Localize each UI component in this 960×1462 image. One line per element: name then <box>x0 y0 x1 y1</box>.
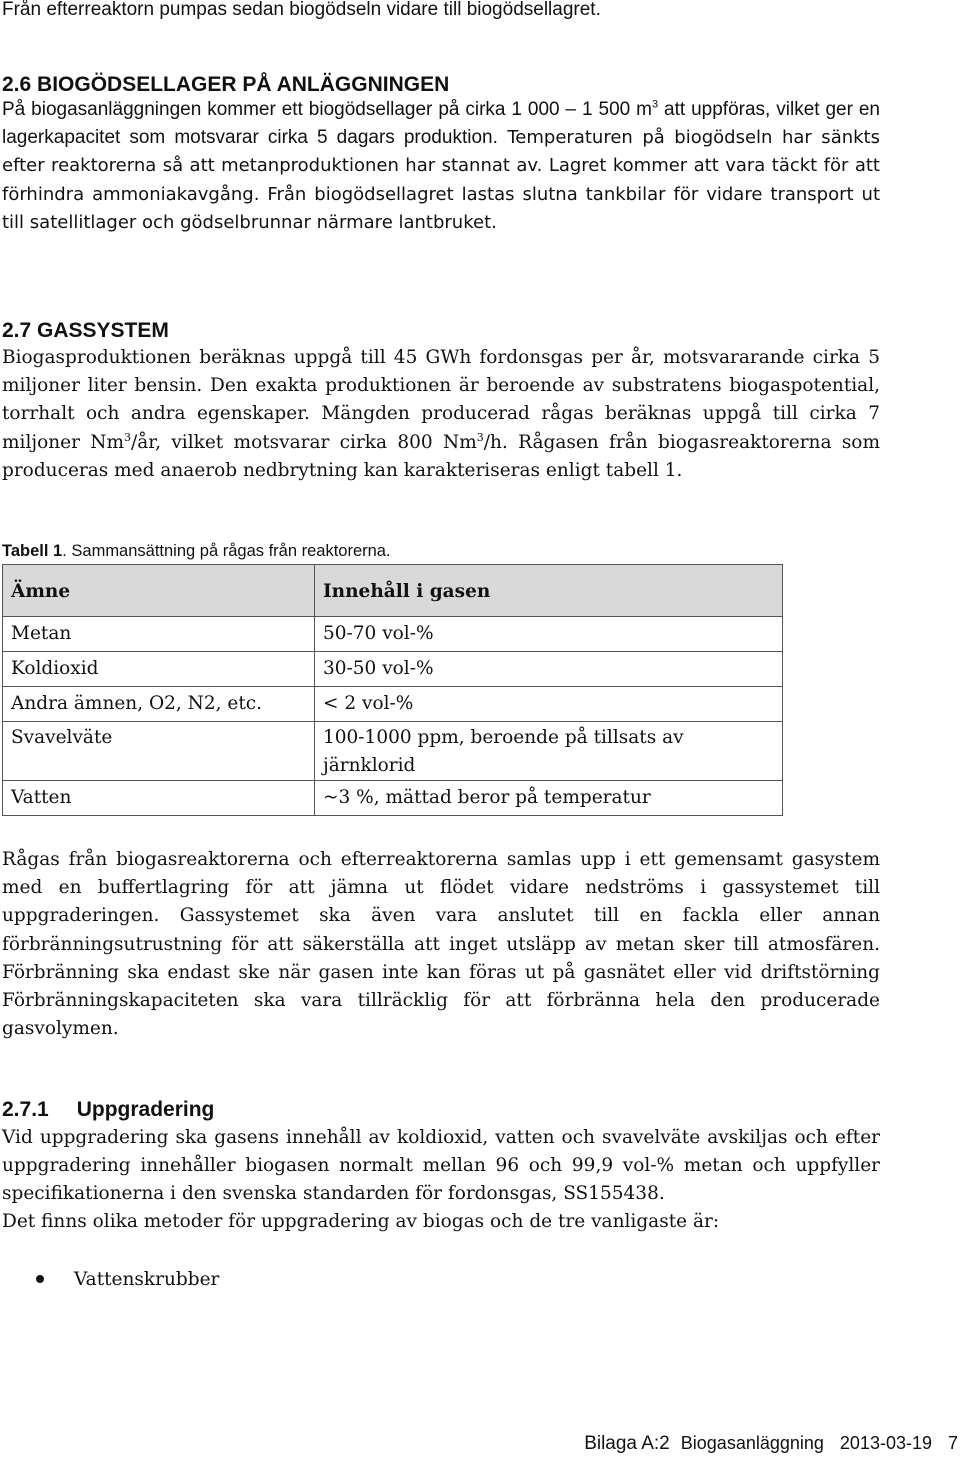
list-item-text: Vattenskrubber <box>74 1269 220 1290</box>
s27-text-b: /år, vilket motsvarar cirka 800 Nm <box>131 431 477 453</box>
page-footer <box>584 1433 958 1455</box>
heading-2-7: 2.7 GASSYSTEM <box>2 319 169 342</box>
section-2-6-paragraph <box>2 96 880 237</box>
table-row <box>3 617 783 652</box>
footer-date: 2013-03-19 <box>839 1433 932 1453</box>
table-cell: Metan <box>3 617 315 652</box>
table-cell: 100-1000 ppm, beroende på tillsats av järnklorid <box>315 722 783 781</box>
heading-2-7-1-number: 2.7.1 <box>2 1098 49 1121</box>
footer-page-number: 7 <box>947 1433 958 1453</box>
table-header-row <box>3 565 783 617</box>
section-2-7-1-paragraph-1: Vid uppgradering ska gasens innehåll av koldioxid, vatten och svavelväte avskiljas och efter uppgradering innehåller biogasen normalt mellan 96 och 99,9 vol-% metan och uppfyller specifikationerna i den svenska standarden för fordonsgas, SS155438. <box>2 1127 880 1205</box>
table-header-cell: Innehåll i gasen <box>315 565 783 617</box>
table-cell: Koldioxid <box>3 652 315 687</box>
table-caption <box>2 540 391 562</box>
table-cell: < 2 vol-% <box>315 687 783 722</box>
heading-2-7-1-title: Uppgradering <box>76 1098 215 1121</box>
section-2-7-1-paragraph-2: Det finns olika metoder för uppgradering av biogas och de tre vanligaste är: <box>2 1211 720 1232</box>
table-cell: 30-50 vol-% <box>315 652 783 687</box>
table-header-cell: Ämne <box>3 565 315 617</box>
s27-sup-1: 3 <box>124 430 132 444</box>
heading-2-7-1 <box>2 1097 214 1123</box>
table-cell: Svavelväte <box>3 722 315 781</box>
table-cell: 50-70 vol-% <box>315 617 783 652</box>
s27-text-c: /h. Rågasen från biogasreaktorerna som produceras med anaerob nedbrytning kan karakteriseras enligt tabell 1. <box>2 431 880 481</box>
table-caption-text: . Sammansättning på rågas från reaktorerna. <box>62 542 391 560</box>
s26-text-b: att uppföras, vilket ger en lagerkapacitet som motsvarar cirka 5 dagars produktion. <box>2 99 880 149</box>
heading-2-6: 2.6 BIOGÖDSELLAGER PÅ ANLÄGGNINGEN <box>2 73 450 96</box>
s27-sup-2: 3 <box>476 430 484 444</box>
table-cell: Vatten <box>3 781 315 816</box>
bullet-dot-icon <box>36 1275 44 1283</box>
table-row <box>3 687 783 722</box>
table-row <box>3 781 783 816</box>
table-row <box>3 722 783 781</box>
footer-doc-title: Biogasanläggning <box>680 1433 824 1453</box>
s26-text-a: På biogasanläggningen kommer ett biogödsellager på cirka 1 000 – 1 500 m <box>2 99 652 120</box>
table-cell: ~3 %, mättad beror på temperatur <box>315 781 783 816</box>
table-cell: Andra ämnen, O2, N2, etc. <box>3 687 315 722</box>
gas-composition-table <box>2 564 783 816</box>
footer-appendix: Bilaga A:2 <box>584 1433 670 1454</box>
s26-text-c: Temperaturen på biogödseln har sänkts efter reaktorerna så att metanproduktionen har stannat av. Lagret kommer att vara täckt för att förhindra ammoniakavgång. Från biogödsellagret lastas slutna tankbilar för vidare transport ut till satellitlager och gödselbrunnar närmare lantbruket. <box>2 127 880 233</box>
s26-sup: 3 <box>652 98 659 111</box>
table-caption-label: Tabell 1 <box>2 542 63 560</box>
intro-text: Från efterreaktorn pumpas sedan biogödseln vidare till biogödsellagret. <box>2 0 601 20</box>
section-2-7-paragraph-2: Rågas från biogasreaktorerna och efterreaktorerna samlas upp i ett gemensamt gasystem med en buffertlagring för att jämna ut flödet vidare nedströms i gassystemet till uppgraderingen. Gassystemet ska även vara anslutet till en fackla eller annan förbränningsutrustning för att säkerställa att inget utsläpp av metan sker till atmosfären. Förbränning ska endast ske när gasen inte kan föras ut på gasnätet eller vid driftstörning Förbränningskapaciteten ska vara tillräcklig för att förbränna hela den producerade gasvolymen. <box>2 849 880 1040</box>
section-2-7-paragraph-1 <box>2 344 880 485</box>
table-row <box>3 652 783 687</box>
s27-text-a: Biogasproduktionen beräknas uppgå till 45 GWh fordonsgas per år, motsvararande cirka 5 miljoner liter bensin. Den exakta produktionen är beroende av substratens biogaspotential, torrhalt och andra egenskaper. Mängden producerad rågas beräknas uppgå till cirka 7 miljoner Nm <box>2 347 880 453</box>
